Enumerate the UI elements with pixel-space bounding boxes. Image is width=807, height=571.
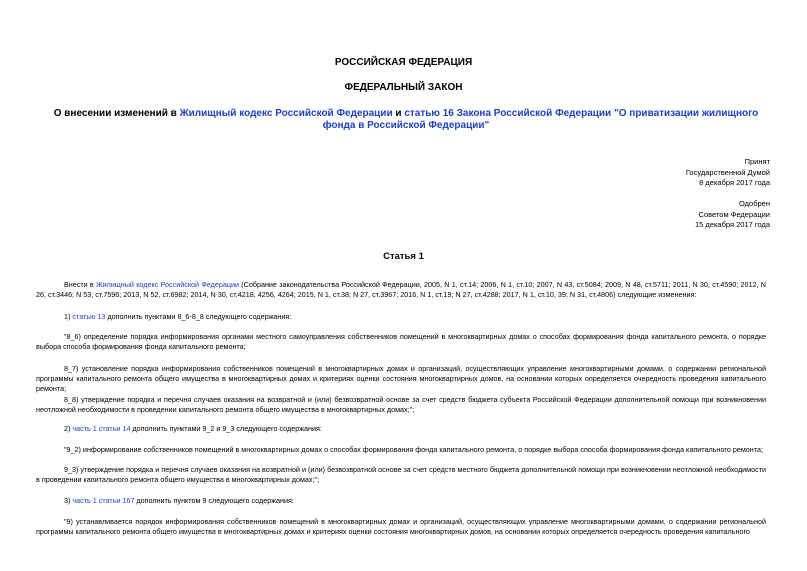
approved-label: Одобрен xyxy=(739,199,770,208)
accepted-by: Государственной Думой xyxy=(685,167,770,177)
adoption-block xyxy=(570,157,770,189)
paragraph-8-7: 8_7) установление порядка информирования собственников помещений в многоквартирных домах и организаций, осуществляющих управление многоквартирными домами, о содержании региональной программы капитального ремонта общего имущества в многоквартирных домах и критериях оценки состояния многоквартирных домов, на основании которых определяется очередность проведения капитального ремонта; xyxy=(36,364,766,393)
link-article-13[interactable]: статью 13 xyxy=(72,312,106,321)
paragraph-9-3: 9_3) утверждение порядка и перечня случаев оказания на возвратной и (или) безвозвратной основе за счет средств местного бюджета дополнительной помощи при возникновении неотложной необходимости в проведении капитального ремонта общего имущества в многоквартирных домах;"; xyxy=(36,465,766,484)
accepted-label: Принят xyxy=(744,157,770,166)
title-link-privatization-law[interactable]: статью 16 Закона Российской Федерации "О приватизации жилищного фонда в Российской Федерации" xyxy=(322,108,759,131)
title-link-housing-code[interactable]: Жилищный кодекс Российской Федерации xyxy=(179,108,393,119)
paragraph-9: "9) устанавливается порядок информирования собственников помещений в многоквартирных домах и организаций, осуществляющих управление многоквартирными домами, о содержании региональной программы капитального ремонта общего имущества в многоквартирных домах и критериях оценки состояния многоквартирных домов, на основании которых определяется очередность проведения капитального xyxy=(36,517,766,536)
approved-date: 15 декабря 2017 года xyxy=(694,220,770,229)
paragraph-item-1: 1) статью 13 дополнить пунктами 8_6-8_8 следующего содержания: xyxy=(64,312,292,321)
title-text-1: О внесении изменений в xyxy=(53,108,180,119)
paragraph-8-6: "8_6) определение порядка информирования органами местного самоуправления собственников помещений в многоквартирных домах о способах формирования фонда капитального ремонта, о порядке выбора способа формирования фонда капитального ремонта; xyxy=(36,332,766,351)
header-law-type: ФЕДЕРАЛЬНЫЙ ЗАКОН xyxy=(344,82,463,93)
link-article-167-part-1[interactable]: часть 1 статьи 167 xyxy=(72,496,135,505)
approved-by: Советом Федерации xyxy=(698,209,770,219)
approval-block xyxy=(570,199,770,231)
document-title xyxy=(36,108,776,132)
header-country: РОССИЙСКАЯ ФЕДЕРАЦИЯ xyxy=(334,57,473,68)
article-heading: Статья 1 xyxy=(383,251,424,262)
paragraph-item-3: 3) часть 1 статьи 167 дополнить пунктом 9 следующего содержания: xyxy=(64,496,294,505)
link-article-14-part-1[interactable]: часть 1 статьи 14 xyxy=(72,424,131,433)
paragraph-9-2: "9_2) информирование собственников помещений в многоквартирных домах о способах формирования фонда капитального ремонта, о порядке выбора способа формирования фонда капитального ремонта; xyxy=(64,445,763,454)
paragraph-item-2: 2) часть 1 статьи 14 дополнить пунктами 9_2 и 9_3 следующего содержания: xyxy=(64,424,322,433)
accepted-date: 8 декабря 2017 года xyxy=(699,178,770,187)
paragraph-8-8: 8_8) утверждение порядка и перечня случаев оказания на возвратной и (или) безвозвратной основе за счет средств бюджета субъекта Российской Федерации дополнительной помощи при возникновении неотложной необходимости в проведении капитального ремонта общего имущества в многоквартирных домах;"; xyxy=(36,395,766,414)
title-text-2: и xyxy=(392,108,405,119)
link-housing-code[interactable]: Жилищный кодекс Российской Федерации xyxy=(96,280,239,289)
paragraph-intro: Внести в Жилищный кодекс Российской Федерации (Собрание законодательства Российской Федерации, 2005, N 1, ст.14; 2006, N 1, ст.10; 2007, N 43, ст.5084; 2009, N 48, ст.5711; 2011, N 30, ст.4590; 2012, N 26, ст.3446; N 53, ст.7596; 2013, N 52, ст.6982; 2014, N 30, ст.4218, 4256, 4264; 2015, N 1, ст.38; N 27, ст.3967; 2016, N 1, ст.19; N 27, ст.4288; 2017, N 1, ст.10, 39; N 31, ст.4806) следующие изменения: xyxy=(36,280,766,299)
